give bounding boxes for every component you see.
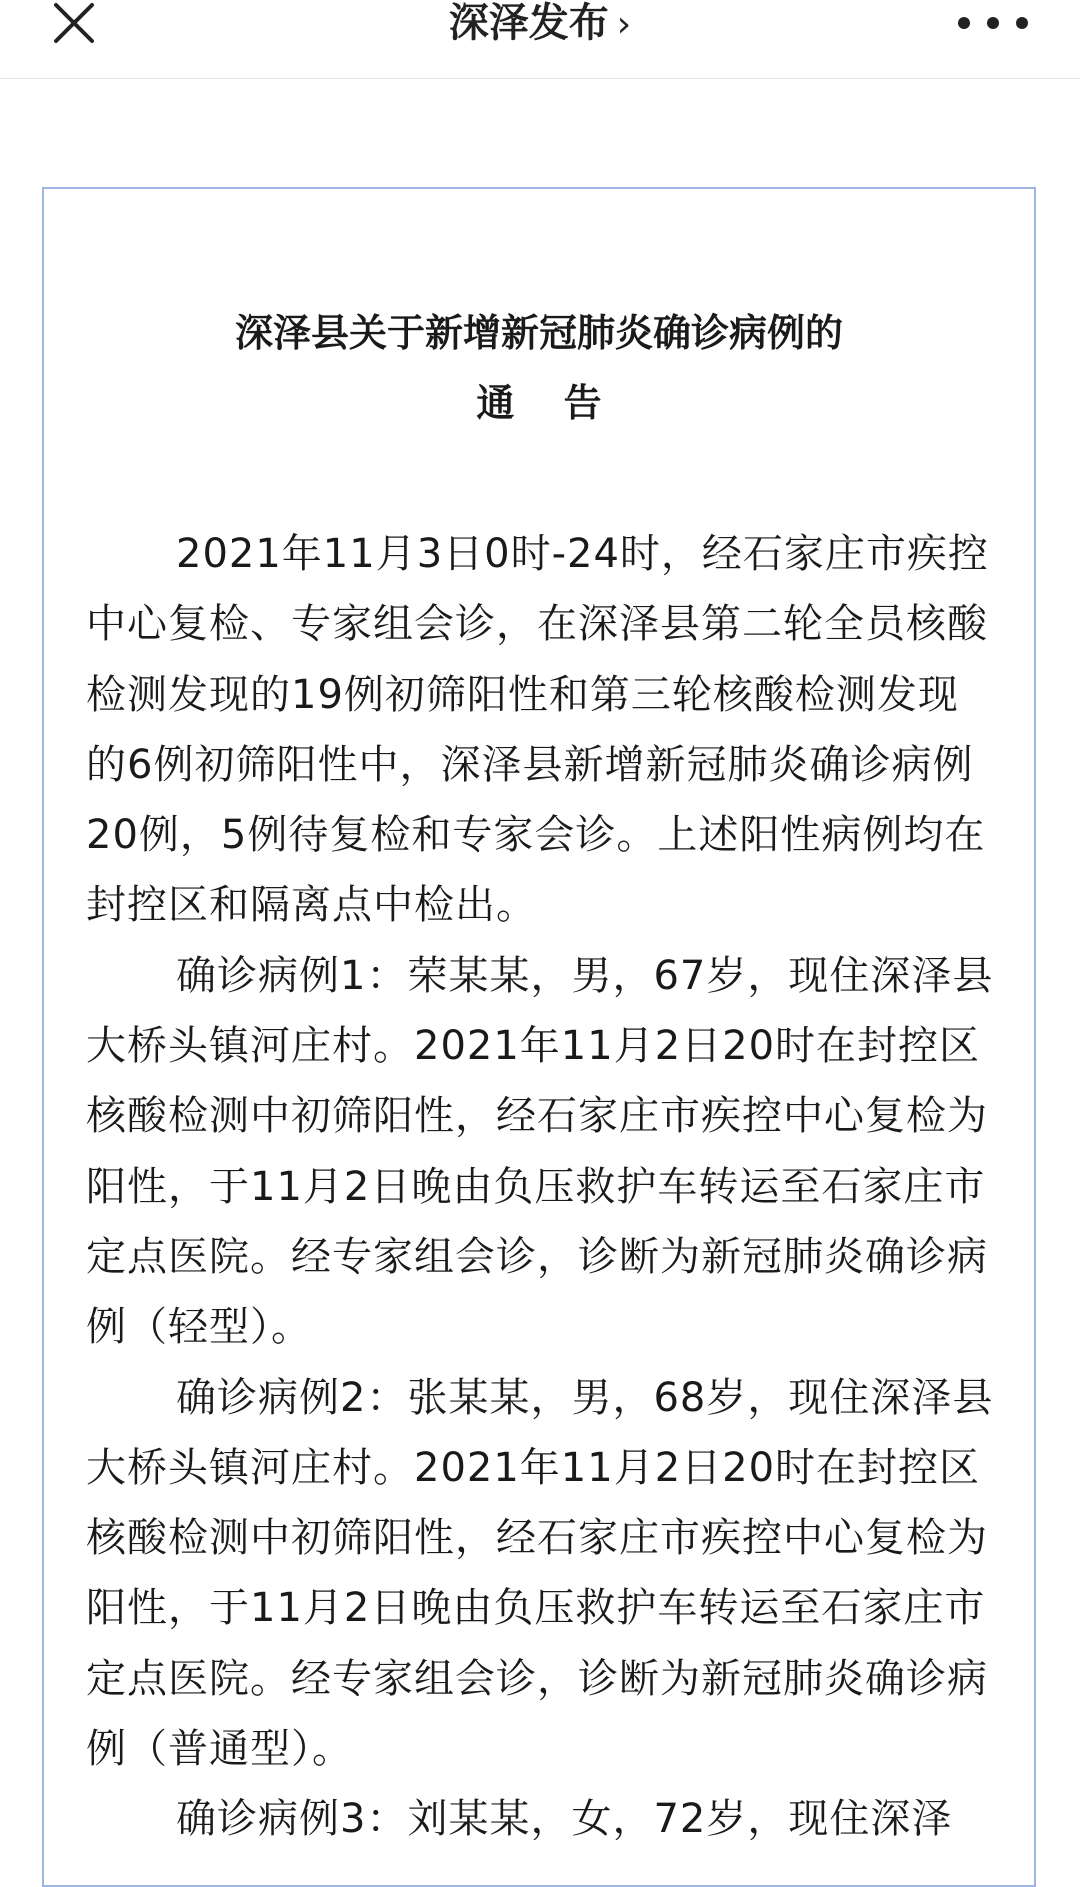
account-name: 深泽发布: [448, 0, 609, 46]
chevron-right-icon: ›: [616, 4, 632, 45]
article-frame: [42, 187, 1036, 1887]
paragraph-summary: 2021年11月3日0时-24时，经石家庄市疾控中心复检、专家组会诊，在深泽县第二轮全员核酸检测发现的19例初筛阳性和第三轮核酸检测发现的6例初筛阳性中，深泽县新增新冠肺炎确诊病例20例，5例待复检和专家会诊。上述阳性病例均在封控区和隔离点中检出。: [86, 531, 989, 929]
article-title: 深泽县关于新增新冠肺炎确诊病例的: [234, 311, 843, 355]
more-button[interactable]: [952, 8, 1034, 38]
account-name-link[interactable]: [0, 0, 1080, 46]
article-body: [86, 519, 996, 1855]
more-icon: [952, 8, 1034, 38]
nav-bar: [0, 0, 1080, 79]
paragraph-case-2: 确诊病例2：张某某，男，68岁，现住深泽县大桥头镇河庄村。2021年11月2日20时在封控区核酸检测中初筛阳性，经石家庄市疾控中心复检为阳性，于11月2日晚由负压救护车转运至石家庄市定点医院。经专家组会诊，诊断为新冠肺炎确诊病例（普通型）。: [86, 1374, 994, 1773]
paragraph-case-3: 确诊病例3：刘某某，女，72岁，现住深泽: [176, 1796, 953, 1843]
paragraph-case-1: 确诊病例1：荣某某，男，67岁，现住深泽县大桥头镇河庄村。2021年11月2日20时在封控区核酸检测中初筛阳性，经石家庄市疾控中心复检为阳性，于11月2日晚由负压救护车转运至石家庄市定点医院。经专家组会诊，诊断为新冠肺炎确诊病例（轻型）。: [86, 952, 994, 1351]
article-title-notice: 通 告: [476, 381, 620, 425]
